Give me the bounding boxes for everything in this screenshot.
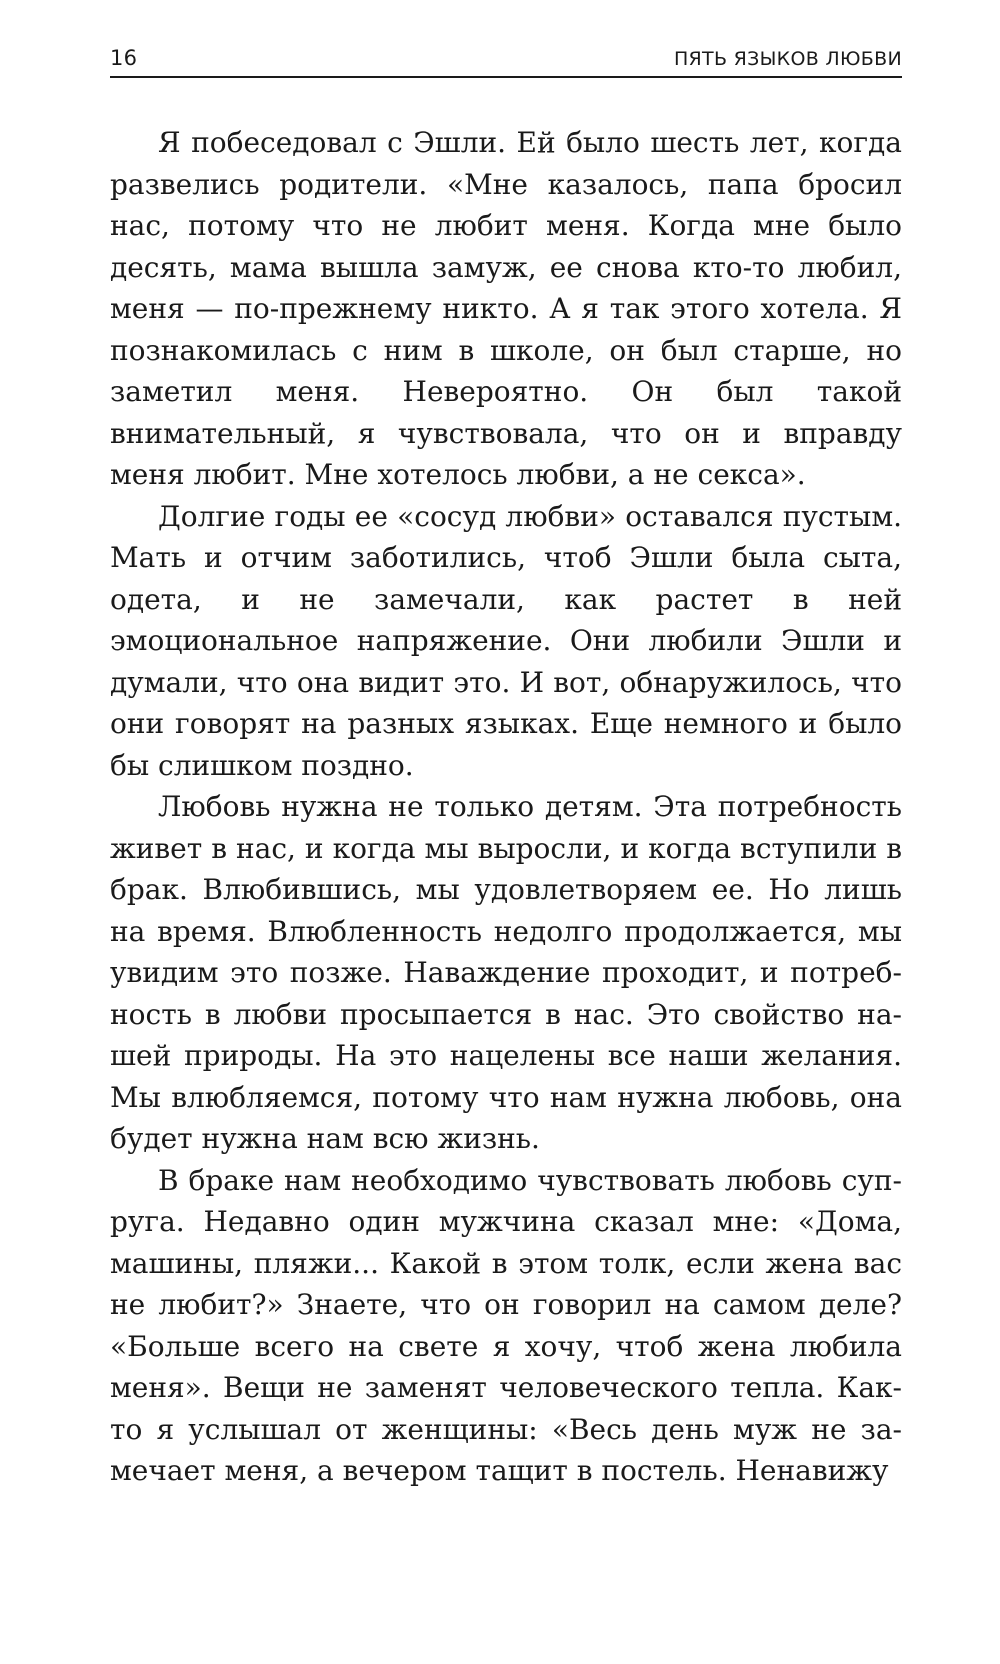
body-text [110,122,902,1492]
paragraph-2: Долгие годы ее «сосуд любви» оставался пустым. Мать и отчим заботились, чтоб Эшли была сыта, одета, и не замечали, как растет в ней эмоциональное напряжение. Они любили Эшли и думали, что она видит это. И вот, обнаружилось, что они говорят на разных языках. Еще немного и было бы слишком поздно. [110,499,902,782]
paragraph-1: Я побеседовал с Эшли. Ей было шесть лет, когда развелись родители. «Мне казалось, папа бросил нас, потому что не любит меня. Когда мне было десять, мама вышла замуж, ее снова кто-то любил, меня — по-прежнему никто. А я так этого хотела. Я познакомилась с ним в школе, он был старше, но заметил меня. Невероятно. Он был такой внимательный, я чувствовала, что он и вправду меня любит. Мне хотелось любви, а не секса». [110,126,902,491]
paragraph-3: Любовь нужна не только детям. Эта потребность живет в нас, и когда мы выросли, и когда вступили в брак. Влюбившись, мы удовлетворяем ее. Но лишь на время. Влюбленность недолго продолжается, мы увидим это позже. Наваждение проходит, и потребность в любви просыпается в нас. Это свойство нашей природы. На это нацелены все наши желания. Мы влюбляемся, потому что нам нужна любовь, она будет нужна нам всю жизнь. [110,790,902,1155]
paragraph-4: В браке нам необходимо чувствовать любовь супруга. Недавно один мужчина сказал мне: «Дома, машины, пляжи... Какой в этом толк, если жена вас не любит?» Знаете, что он говорил на самом деле? «Больше всего на свете я хочу, чтоб жена любила меня». Вещи не заменят человеческого тепла. Както я услышал от женщины: «Весь день муж не замечает меня, а вечером тащит в постель. Ненавижу [110,1163,902,1487]
running-title: ПЯТЬ ЯЗЫКОВ ЛЮБВИ [673,48,902,70]
running-head [110,46,902,78]
book-page [110,46,902,1492]
page-number: 16 [110,46,138,70]
